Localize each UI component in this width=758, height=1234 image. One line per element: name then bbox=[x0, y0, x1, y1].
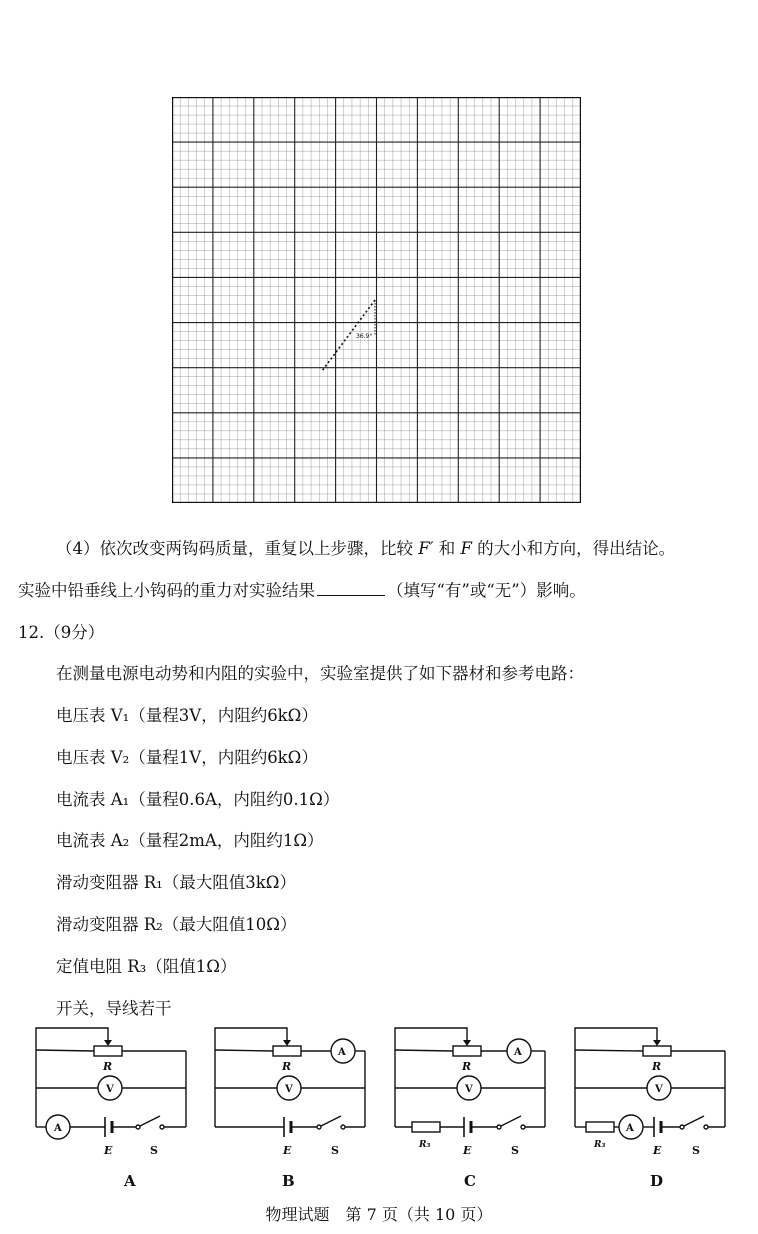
circuit-a-s-label: S bbox=[150, 1144, 158, 1157]
ammeter-icon: A bbox=[54, 1123, 62, 1134]
circuit-d-e-label: E bbox=[653, 1144, 662, 1157]
equipment-item: 滑动变阻器 R₂（最大阻值10Ω） bbox=[56, 915, 297, 934]
circuit-b-s-label: S bbox=[331, 1144, 339, 1157]
equipment-item: 电流表 A₂（量程2mA，内阻约1Ω） bbox=[56, 831, 324, 850]
circuit-c-s-label: S bbox=[511, 1144, 519, 1157]
circuit-a-r-label: R bbox=[103, 1060, 113, 1073]
force-diagram bbox=[322, 300, 375, 371]
ammeter-icon: A bbox=[338, 1047, 346, 1058]
equipment-item: 开关，导线若干 bbox=[56, 999, 172, 1018]
graph-paper bbox=[172, 97, 581, 503]
step4-line2: 实验中铅垂线上小钩码的重力对实验结果 （填写“有”或“无”）影响。 bbox=[18, 581, 586, 600]
circuit-a-e-label: E bbox=[104, 1144, 113, 1157]
voltmeter-icon: V bbox=[465, 1084, 473, 1095]
circuit-b bbox=[215, 1028, 365, 1137]
step4-line1: （4）依次改变两钩码质量，重复以上步骤，比较 F′ 和 F 的大小和方向，得出结论。 bbox=[56, 539, 676, 558]
circuit-d bbox=[575, 1028, 725, 1139]
equipment-item: 电压表 V₁（量程3V，内阻约6kΩ） bbox=[56, 706, 318, 725]
voltmeter-icon: V bbox=[285, 1084, 293, 1095]
circuit-d-s-label: S bbox=[692, 1144, 700, 1157]
option-label-a: A bbox=[124, 1172, 136, 1190]
equipment-item: 定值电阻 R₃（阻值1Ω） bbox=[56, 957, 237, 976]
circuit-c bbox=[395, 1028, 545, 1137]
voltmeter-icon: V bbox=[655, 1084, 663, 1095]
voltmeter-icon: V bbox=[106, 1084, 114, 1095]
circuit-c-e-label: E bbox=[463, 1144, 472, 1157]
q12-header: 12.（9分） bbox=[18, 623, 105, 642]
angle-label: 36.9° bbox=[356, 333, 373, 340]
circuit-d-r3-label: R₃ bbox=[594, 1140, 606, 1150]
circuit-c-r3-label: R₃ bbox=[419, 1140, 431, 1150]
circuit-diagrams bbox=[0, 1020, 758, 1200]
ammeter-icon: A bbox=[626, 1123, 634, 1134]
circuit-b-r-label: R bbox=[282, 1060, 292, 1073]
equipment-item: 电流表 A₁（量程0.6A，内阻约0.1Ω） bbox=[56, 790, 340, 809]
page-footer: 物理试题 第 7 页（共 10 页） bbox=[265, 1205, 493, 1224]
circuit-c-r-label: R bbox=[462, 1060, 472, 1073]
answer-blank[interactable] bbox=[317, 580, 385, 596]
ammeter-icon: A bbox=[514, 1047, 522, 1058]
option-label-d: D bbox=[650, 1172, 664, 1190]
equipment-item: 电压表 V₂（量程1V，内阻约6kΩ） bbox=[56, 748, 318, 767]
option-label-c: C bbox=[464, 1172, 476, 1190]
option-label-b: B bbox=[282, 1172, 295, 1190]
equipment-item: 滑动变阻器 R₁（最大阻值3kΩ） bbox=[56, 873, 296, 892]
circuit-b-e-label: E bbox=[283, 1144, 292, 1157]
circuit-d-r-label: R bbox=[652, 1060, 662, 1073]
q12-intro: 在测量电源电动势和内阻的实验中，实验室提供了如下器材和参考电路： bbox=[56, 664, 584, 683]
